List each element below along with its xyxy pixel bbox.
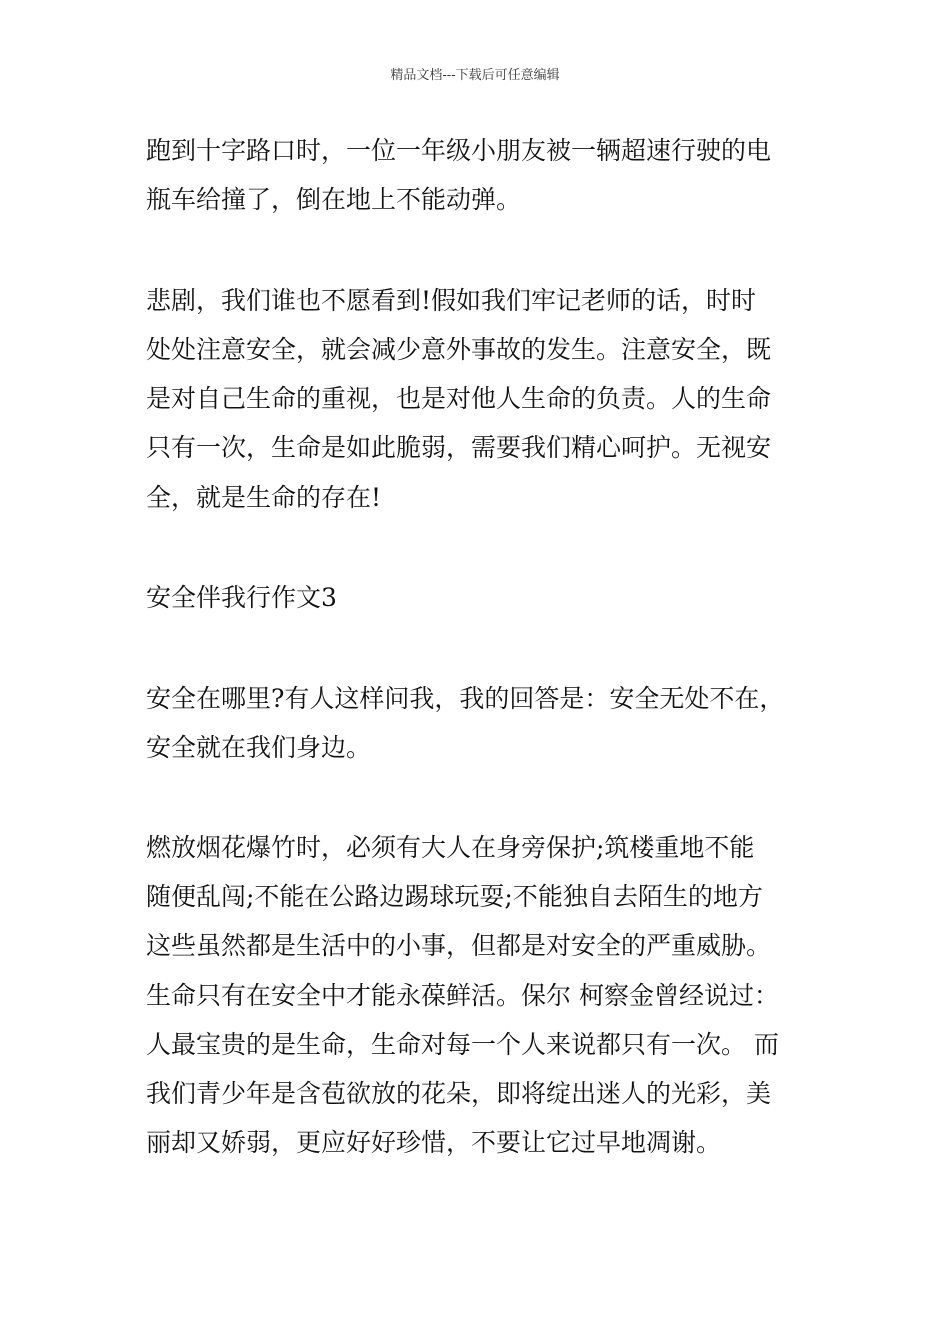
- text-line: 丽却又娇弱，更应好好珍惜，不要让它过早地凋谢。: [146, 1128, 722, 1157]
- text-line: 我们青少年是含苞欲放的花朵，即将绽出迷人的光彩，美: [146, 1079, 772, 1108]
- text-line: 只有一次，生命是如此脆弱，需要我们精心呵护。无视安: [146, 433, 772, 462]
- text-line: 处处注意安全，就会减少意外事故的发生。注意安全，既: [146, 335, 772, 364]
- text-line: 燃放烟花爆竹时，必须有大人在身旁保护;筑楼重地不能: [146, 833, 755, 862]
- text-line: 是对自己生命的重视，也是对他人生命的负责。人的生命: [146, 384, 772, 413]
- text-line: 人最宝贵的是生命，生命对每一个人来说都只有一次。 而: [146, 1030, 779, 1059]
- text-line: 随便乱闯;不能在公路边踢球玩耍;不能独自去陌生的地方: [146, 882, 763, 911]
- text-line: 全，就是生命的存在!: [146, 483, 382, 512]
- text-line: 安全就在我们身边。: [146, 733, 372, 762]
- text-line: 悲剧，我们谁也不愿看到!假如我们牢记老师的话，时时: [146, 286, 757, 315]
- text-line: 安全在哪里?有人这样问我，我的回答是：安全无处不在，: [146, 684, 785, 713]
- text-line: 瓶车给撞了，倒在地上不能动弹。: [146, 185, 522, 214]
- page-header: 精品文档---下载后可任意编辑: [390, 68, 560, 83]
- text-line: 生命只有在安全中才能永葆鲜活。保尔 柯察金曾经说过：: [146, 981, 779, 1010]
- section-heading: 安全伴我行作文3: [146, 583, 337, 612]
- text-line: 这些虽然都是生活中的小事，但都是对安全的严重威胁。: [146, 931, 772, 960]
- text-line: 跑到十字路口时，一位一年级小朋友被一辆超速行驶的电: [146, 136, 772, 165]
